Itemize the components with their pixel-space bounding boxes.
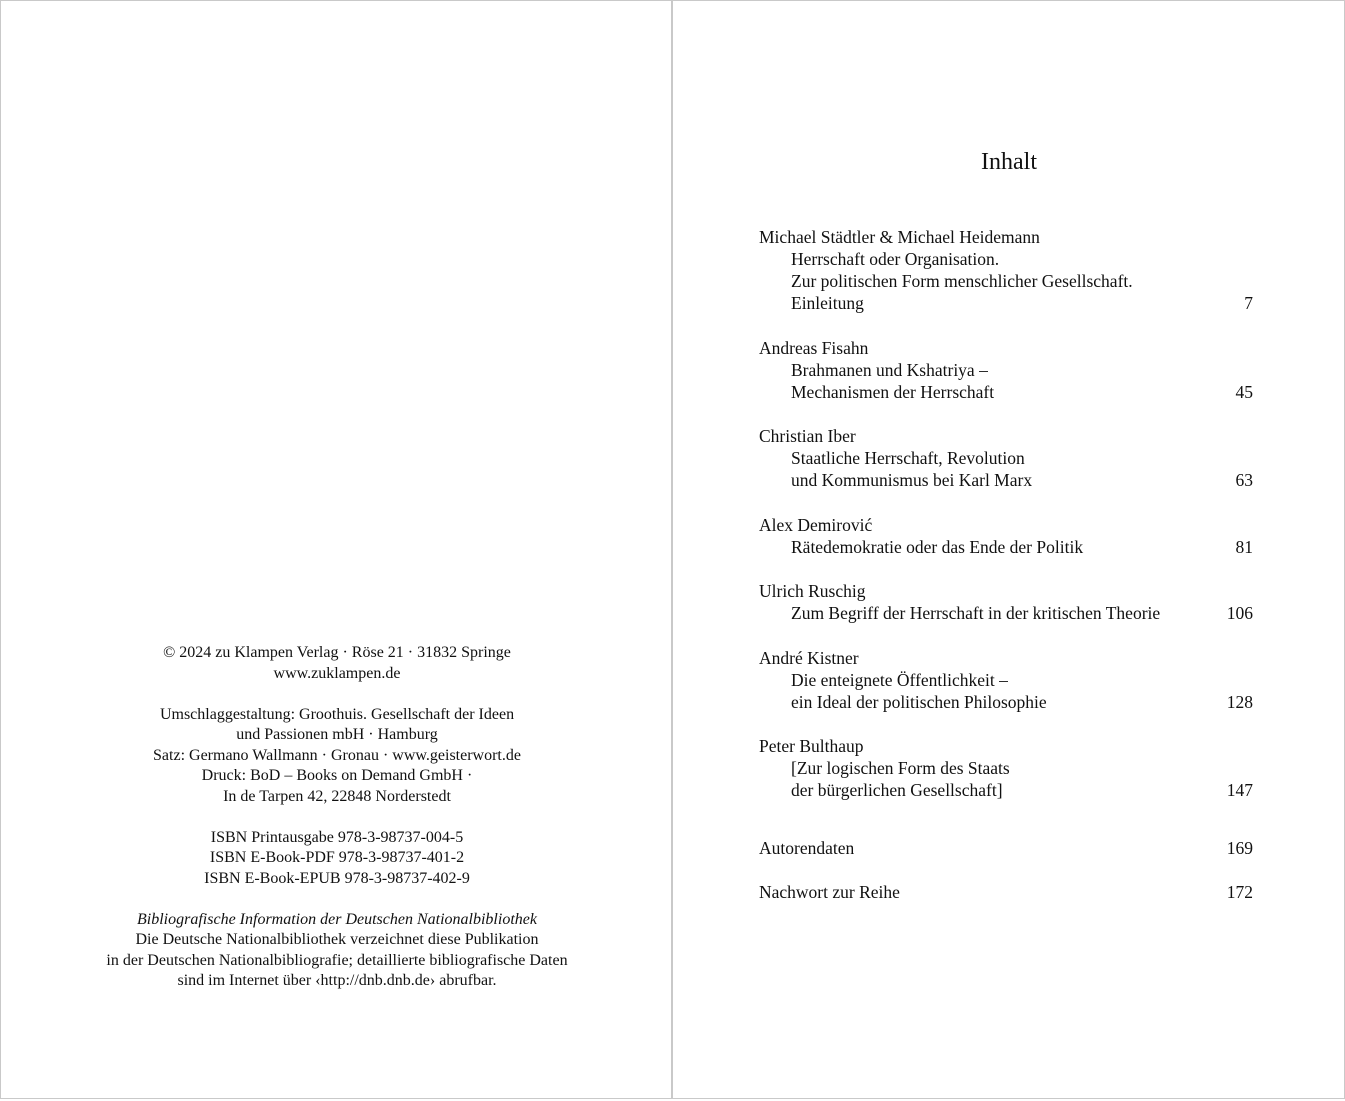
toc-entry-title-line: Die enteignete Öffentlichkeit – — [791, 669, 1008, 690]
toc-extra-entry[interactable] — [759, 881, 1253, 903]
isbn-pdf: ISBN E-Book-PDF 978-3-98737-401-2 — [209, 849, 465, 866]
production-block — [1, 705, 673, 808]
toc-entry-author: Christian Iber — [759, 426, 856, 446]
toc-entry-title-line: Brahmanen und Kshatriya – — [791, 359, 988, 380]
dnb-block — [1, 910, 673, 992]
isbn-epub: ISBN E-Book-EPUB 978-3-98737-402-9 — [204, 869, 470, 887]
toc-extra-entry[interactable] — [759, 837, 1253, 859]
toc-entry-title-line: Einleitung — [791, 293, 864, 313]
toc-entry-page-number: 7 — [1244, 293, 1253, 313]
toc-entry-page-number: 63 — [1235, 470, 1253, 490]
toc-extra-label: Autorendaten — [759, 838, 855, 858]
imprint-block — [1, 643, 673, 1012]
dnb-line-1: Die Deutsche Nationalbibliothek verzeichnet diese Publikation — [135, 931, 539, 948]
toc-entry-author: Peter Bulthaup — [759, 736, 864, 756]
publisher-block — [1, 643, 673, 684]
print-line-1: Druck: BoD – Books on Demand GmbH · — [201, 767, 473, 784]
publisher-line: © 2024 zu Klampen Verlag · Röse 21 · 31832 Springe — [163, 644, 511, 661]
toc-entry[interactable] — [759, 337, 1253, 403]
toc-entry-page-number: 81 — [1235, 536, 1253, 557]
toc-entry-title-line: und Kommunismus bei Karl Marx — [791, 470, 1033, 490]
toc-entry-title-line: Staatliche Herrschaft, Revolution — [791, 448, 1025, 468]
toc-entry-page-number: 45 — [1235, 381, 1253, 402]
toc-entry[interactable] — [759, 514, 1253, 558]
right-page — [672, 0, 1345, 1099]
toc-entry-author: Alex Demirović — [759, 514, 873, 535]
toc-entry-author: André Kistner — [759, 647, 859, 668]
toc-extra-page-number: 169 — [1226, 838, 1253, 858]
left-page — [0, 0, 672, 1099]
isbn-print: ISBN Printausgabe 978-3-98737-004-5 — [210, 828, 464, 846]
toc-entry-title-line: Zur politischen Form menschlicher Gesellschaft. — [791, 271, 1133, 291]
toc-entry-author: Michael Städtler & Michael Heidemann — [759, 227, 1040, 247]
dnb-line-2: in der Deutschen Nationalbibliografie; detaillierte bibliografische Daten — [106, 951, 568, 969]
publisher-website: www.zuklampen.de — [273, 664, 401, 682]
toc-extra-page-number: 172 — [1226, 882, 1253, 902]
cover-design-line-2: und Passionen mbH · Hamburg — [236, 726, 438, 743]
toc-extra-label: Nachwort zur Reihe — [759, 882, 900, 902]
toc-entry-title-line: Rätedemokratie oder das Ende der Politik — [791, 536, 1084, 557]
toc-entry-title-line: Herrschaft oder Organisation. — [791, 249, 1000, 269]
toc-entry[interactable] — [759, 647, 1253, 713]
cover-design-line-1: Umschlaggestaltung: Groothuis. Gesellschaft der Ideen — [159, 705, 515, 723]
toc-entry[interactable] — [759, 226, 1253, 314]
toc-entry-page-number: 106 — [1226, 603, 1253, 623]
isbn-block — [1, 828, 673, 890]
toc-entry-title-line: [Zur logischen Form des Staats — [791, 758, 1010, 778]
toc-entry-page-number: 128 — [1226, 691, 1253, 712]
toc-entry-author: Andreas Fisahn — [759, 337, 869, 358]
toc-extras — [759, 837, 1253, 903]
toc-entry[interactable] — [759, 580, 1253, 624]
toc-entry-title-line: Mechanismen der Herrschaft — [791, 381, 995, 402]
dnb-heading: Bibliografische Information der Deutschen Nationalbibliothek — [137, 910, 537, 928]
toc-heading: Inhalt — [981, 149, 1037, 175]
toc-entry-title-line: Zum Begriff der Herrschaft in der kritischen Theorie — [791, 603, 1161, 623]
toc-entry-title-line: der bürgerlichen Gesellschaft] — [791, 780, 1003, 800]
toc-entry[interactable] — [759, 735, 1253, 801]
toc-entry-title-line: ein Ideal der politischen Philosophie — [791, 691, 1047, 712]
toc-entry[interactable] — [759, 425, 1253, 491]
toc-list — [759, 226, 1253, 824]
toc-entry-page-number: 147 — [1226, 780, 1253, 800]
toc-entry-author: Ulrich Ruschig — [759, 581, 866, 601]
typesetting-line: Satz: Germano Wallmann · Gronau · www.geisterwort.de — [153, 746, 521, 764]
print-line-2: In de Tarpen 42, 22848 Norderstedt — [223, 787, 451, 805]
dnb-line-3: sind im Internet über ‹http://dnb.dnb.de› abrufbar. — [177, 972, 497, 989]
